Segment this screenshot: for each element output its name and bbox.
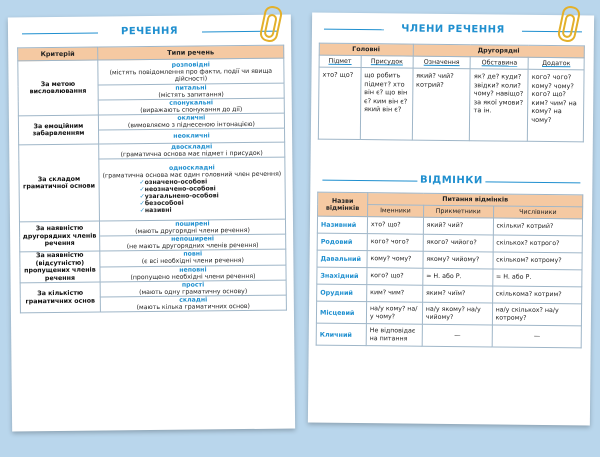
case-question: Не відповідає на питання bbox=[366, 324, 422, 347]
sentence-type-keyword: складні bbox=[179, 296, 208, 304]
criterion-cell: За емоційним забарвленням bbox=[18, 115, 98, 145]
subtype-item: ✓ означено-особові bbox=[101, 178, 282, 187]
criterion-cell: За наявністю (відсутністю) пропущених членів речення bbox=[20, 251, 100, 283]
sentence-type-cell bbox=[99, 157, 286, 221]
sentence-type-description: (граматична основа має один головний член речення) bbox=[102, 170, 282, 180]
case-question: скільком? котрому? bbox=[493, 252, 583, 270]
case-question: хто? що? bbox=[367, 217, 423, 235]
case-question: на/у кому? на/у чому? bbox=[366, 302, 422, 325]
sentence-type-keyword: двоскладні bbox=[171, 143, 213, 151]
case-name: Родовий bbox=[317, 233, 367, 251]
criterion-cell: За кількістю граматичних основ bbox=[20, 282, 100, 313]
case-question: кого? чого? bbox=[367, 234, 423, 252]
secondary-members-header: Другорядні bbox=[413, 44, 584, 58]
subtype-item: ✓ неозначено-особові bbox=[101, 185, 282, 194]
member-name: Обставина bbox=[471, 57, 529, 70]
case-question: якому? чийому? bbox=[423, 251, 493, 269]
case-question: якого? чийого? bbox=[423, 234, 493, 252]
sentence-types-table bbox=[17, 45, 287, 314]
case-question: скількох? котрого? bbox=[493, 235, 583, 253]
member-name: Підмет bbox=[319, 55, 361, 67]
case-name: Кличний bbox=[316, 323, 366, 346]
col-adjectives: Прикметники bbox=[423, 205, 493, 218]
member-name: Означення bbox=[413, 56, 471, 69]
col-nouns: Іменники bbox=[367, 205, 423, 218]
sentence-type-description: (вимовляємо з піднесеною інтонацією) bbox=[127, 120, 255, 130]
case-name: Знахідний bbox=[317, 267, 367, 285]
case-question: скількома? котрим? bbox=[492, 286, 582, 304]
case-question: на/у скількох? на/у котрому? bbox=[492, 303, 582, 326]
sentence-type-cell bbox=[98, 58, 284, 85]
member-name: Присудок bbox=[361, 56, 413, 69]
sentence-type-description: (граматична основа має підмет і присудок) bbox=[120, 149, 263, 159]
sentence-type-keyword: непоширені bbox=[171, 235, 215, 243]
cases-title: ВІДМІНКИ bbox=[419, 174, 483, 187]
main-members-header: Головні bbox=[319, 43, 413, 56]
sentence-type-keyword: прості bbox=[181, 281, 205, 289]
case-name: Називний bbox=[317, 216, 367, 234]
sentence-type-cell bbox=[99, 234, 285, 251]
sentence-members-table bbox=[318, 43, 585, 143]
sentence-title: РЕЧЕННЯ bbox=[120, 25, 179, 38]
case-question: — bbox=[422, 324, 492, 347]
case-question: ким? чим? bbox=[367, 285, 423, 303]
case-question: кого? що? bbox=[367, 268, 423, 286]
case-questions-header: Питання відмінків bbox=[368, 193, 583, 207]
sentence-type-description: (містять запитання) bbox=[158, 91, 224, 99]
case-question: = Н. або Р. bbox=[423, 268, 493, 286]
subtype-item: ✓ безособові bbox=[102, 199, 283, 208]
sentence-type-keyword: односкладні bbox=[168, 164, 215, 172]
case-question: яким? чиїм? bbox=[422, 285, 492, 303]
sentence-type-cell bbox=[98, 142, 284, 159]
case-question: на/у якому? на/у чийому? bbox=[422, 302, 492, 325]
criterion-cell: За складом граматичної основи bbox=[19, 144, 100, 222]
sentence-type-keyword: неповні bbox=[179, 266, 207, 274]
sentence-type-description: (мають одну граматичну основу) bbox=[139, 288, 248, 297]
col-numerals: Числівники bbox=[493, 206, 583, 219]
member-name: Додаток bbox=[528, 57, 584, 70]
members-card bbox=[308, 13, 594, 426]
case-question: = Н. або Р. bbox=[492, 269, 582, 287]
sentence-type-description: (не мають другорядних членів речення) bbox=[126, 241, 259, 251]
member-questions: який? чий? котрий? bbox=[412, 68, 471, 141]
sentence-type-cell bbox=[100, 295, 286, 312]
sentence-type-keyword: неокличні bbox=[173, 132, 210, 140]
member-questions: кого? чого? кому? чому? кого? що? ким? чим? на кому? на чому? bbox=[528, 69, 585, 142]
sentence-type-description: (пропущено необхідні члени речення) bbox=[130, 272, 256, 281]
members-title: ЧЛЕНИ РЕЧЕННЯ bbox=[401, 23, 505, 36]
sentence-type-keyword: спонукальні bbox=[169, 99, 214, 107]
case-question: кому? чому? bbox=[367, 251, 423, 269]
case-name: Давальний bbox=[317, 250, 367, 268]
member-questions: хто? що? bbox=[318, 67, 361, 139]
subtype-item: ✓ називні bbox=[102, 206, 283, 215]
sentence-type-description: (є всі необхідні члени речення) bbox=[141, 257, 244, 266]
sentence-type-keyword: питальні bbox=[175, 84, 207, 92]
cases-table bbox=[316, 192, 584, 349]
case-name: Місцевий bbox=[316, 301, 366, 324]
sentence-type-description: (мають кілька граматичних основ) bbox=[136, 302, 250, 312]
criterion-cell: За наявністю другорядних членів речення bbox=[19, 221, 99, 252]
header-types: Типи речень bbox=[97, 45, 283, 60]
subtype-item: ✓ узагальнено-особові bbox=[102, 192, 283, 201]
case-question: який? чий? bbox=[423, 217, 493, 235]
member-questions: як? де? куди? звідки? коли? чому? навіщо? за якої умови? та ін. bbox=[470, 69, 529, 142]
sentence-type-keyword: поширені bbox=[175, 220, 210, 228]
case-name-header: Назви відмінків bbox=[318, 192, 368, 217]
sentence-card bbox=[8, 15, 295, 432]
sentence-type-description: (виражають спонукання до дії) bbox=[140, 106, 243, 115]
sentence-type-keyword: повні bbox=[183, 250, 203, 258]
member-questions: що робить підмет? хто він є? що він є? ким він є? який він є? bbox=[360, 68, 413, 141]
sentence-type-description: (містять повідомлення про факти, події чи явища дійсності) bbox=[109, 67, 273, 83]
case-name: Орудний bbox=[317, 284, 367, 302]
header-criterion: Критерій bbox=[18, 47, 98, 61]
sentence-type-keyword: окличні bbox=[177, 114, 206, 122]
case-question: скільки? котрий? bbox=[493, 218, 583, 236]
sentence-type-keyword: розповідні bbox=[171, 60, 210, 69]
sentence-type-description: (мають другорядні члени речення) bbox=[135, 226, 250, 236]
criterion-cell: За метою висловлювання bbox=[18, 60, 98, 116]
case-question: — bbox=[492, 325, 582, 348]
